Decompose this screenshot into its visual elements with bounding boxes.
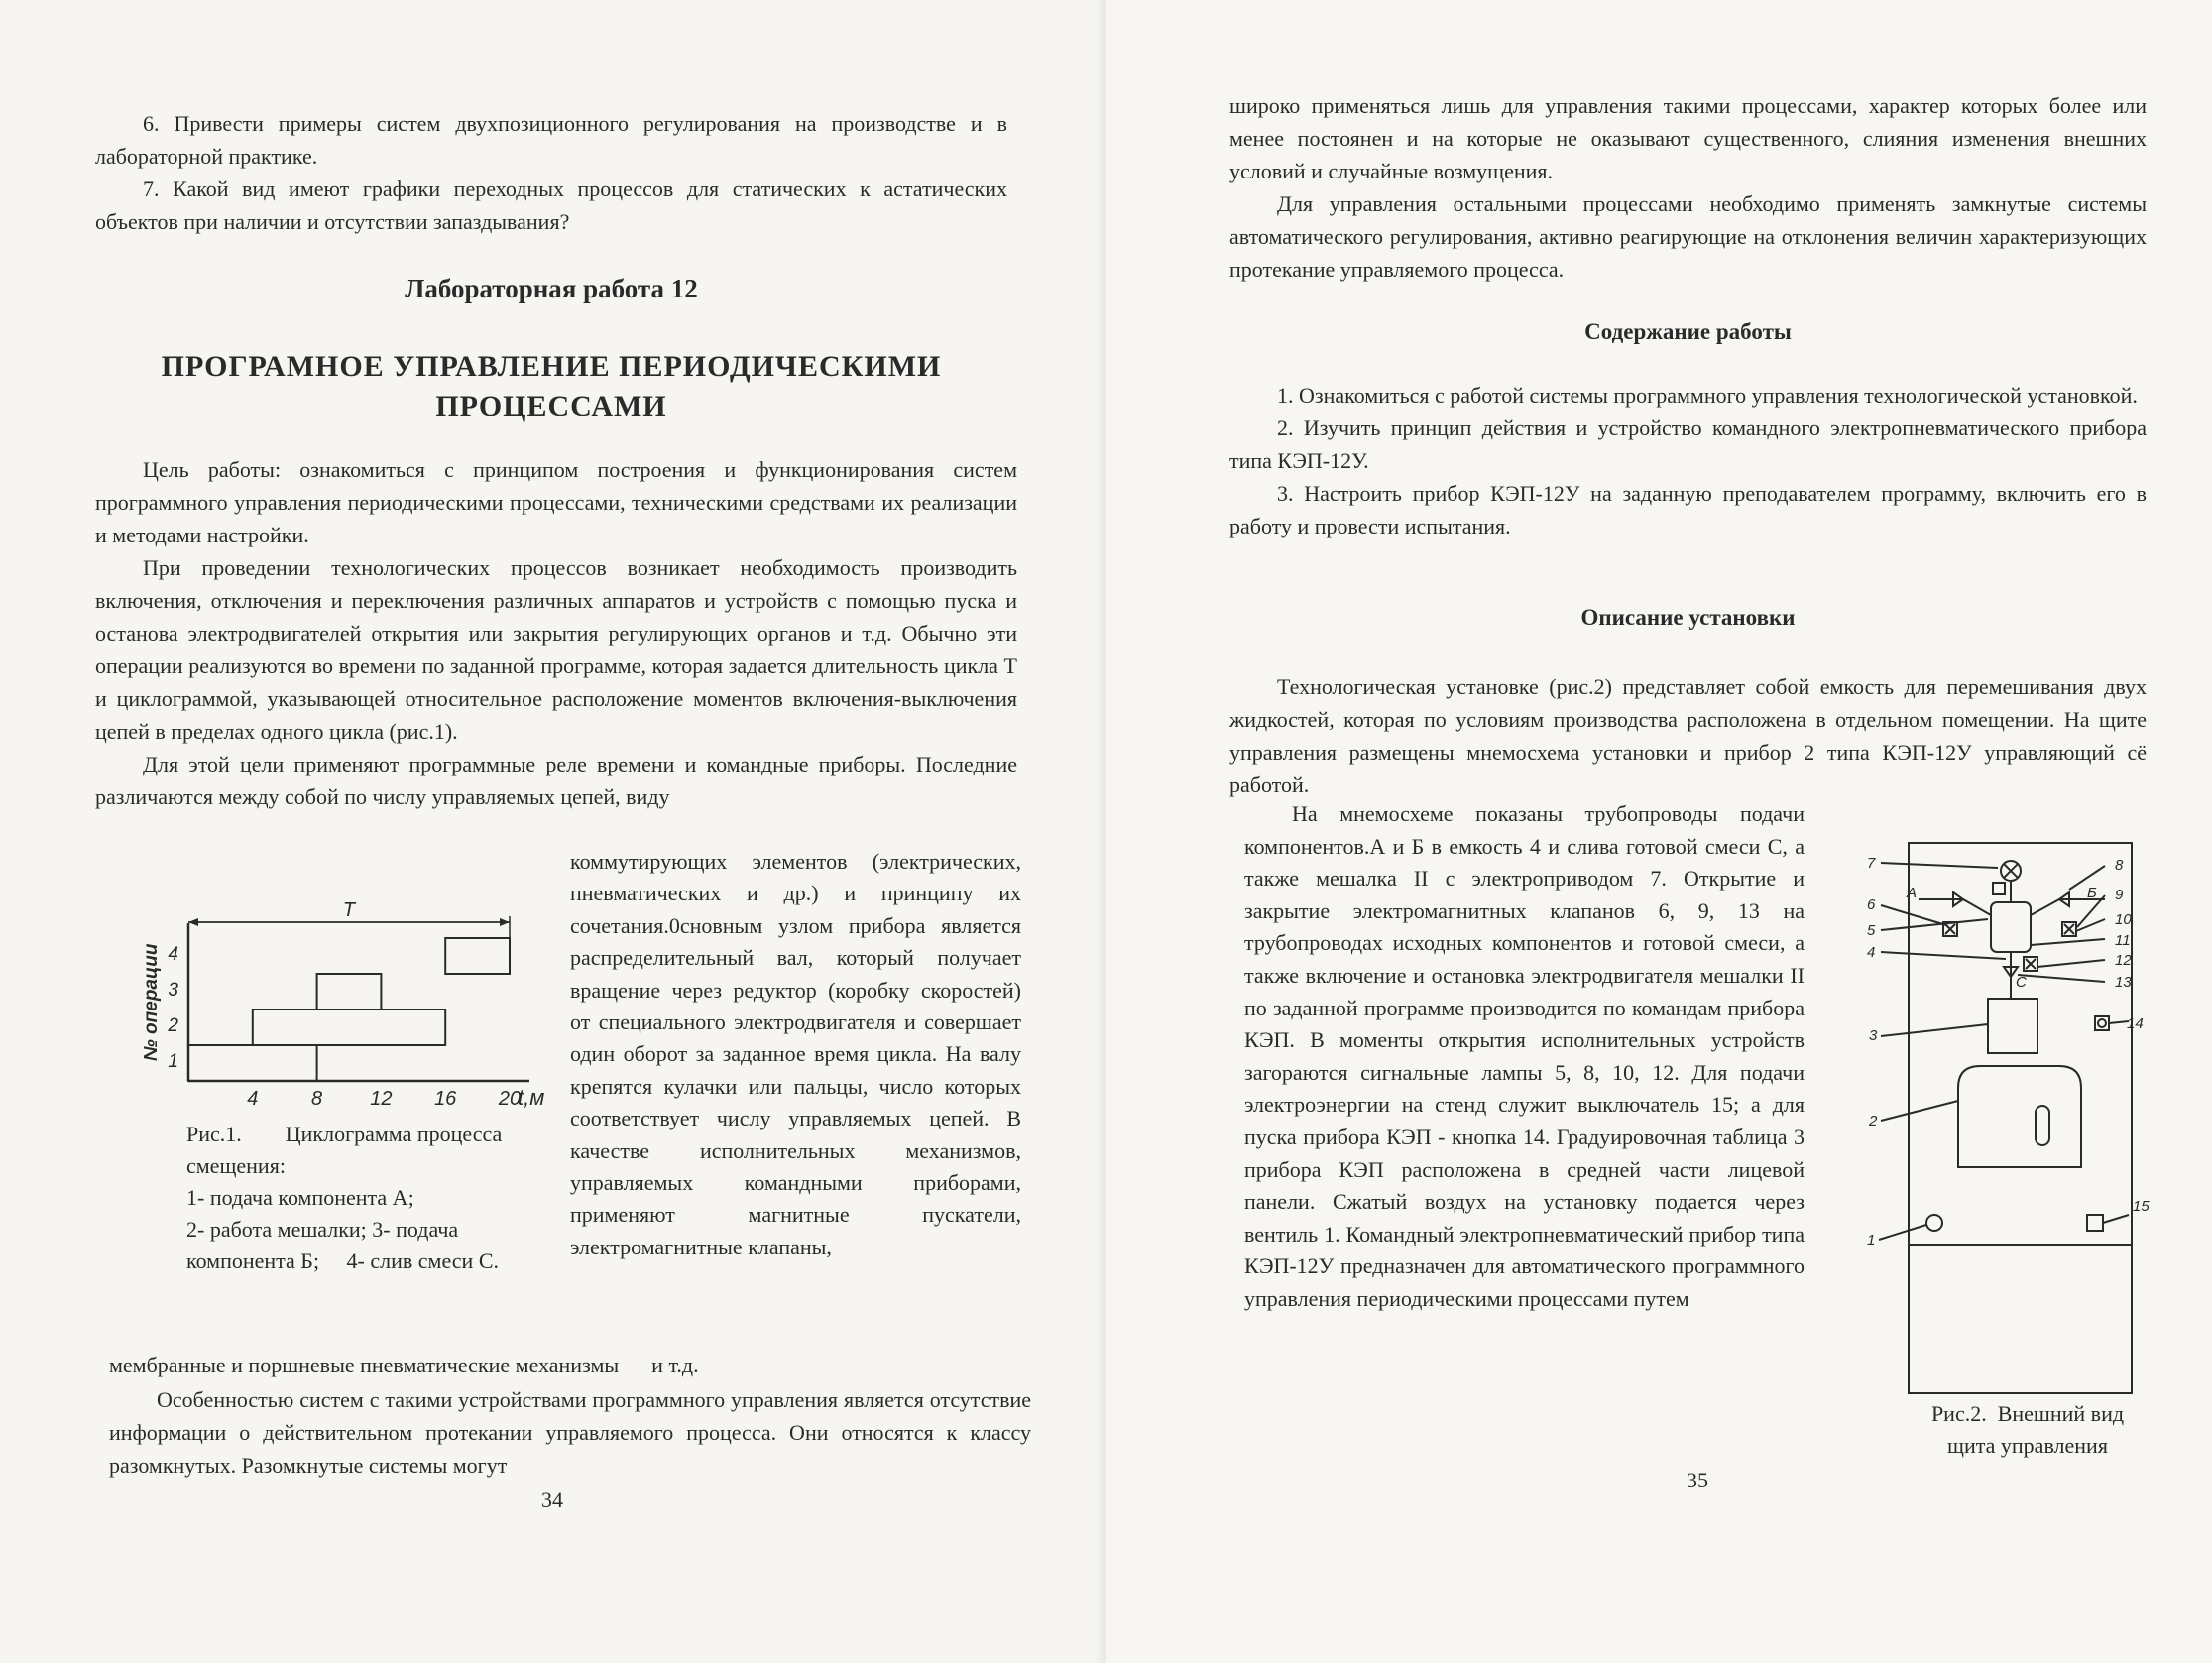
calibration-table-3: [1988, 999, 2037, 1053]
y-tick-label-3: 3: [168, 980, 178, 1001]
panel-outline: [1909, 843, 2132, 1393]
fig2-label-А: А: [1907, 885, 1918, 901]
task-2: 2. Изучить принцип действия и устройство командного электропневматического прибора типа КЭП-12У.: [1229, 416, 2147, 473]
y-axis-label: № операции: [141, 943, 162, 1061]
operation-bar-4: [445, 938, 510, 974]
x-tick-label-12: 12: [370, 1088, 393, 1110]
fig2-label-С: С: [2016, 974, 2027, 991]
period-arrow-head-right: [500, 918, 510, 926]
y-tick-label-1: 1: [168, 1051, 178, 1072]
kep-device-2: [1958, 1066, 2081, 1167]
fig2-label-1: 1: [1867, 1232, 1876, 1248]
fig1-caption-item-2: 2- работа мешалки; 3- подача компонента Б; 4- слив смеси С.: [186, 1217, 499, 1273]
lab-title: Лабораторная работа 12: [405, 274, 698, 303]
fig2-label-13: 13: [2115, 974, 2132, 991]
fig1-caption-item-1: 1- подача компонента А;: [186, 1185, 414, 1210]
x-tick-label-20: 20: [498, 1088, 522, 1110]
control-panel-figure: [1839, 828, 2150, 1403]
fig2-label-4: 4: [1867, 944, 1876, 961]
paragraph-2-full: Для этой цели применяют программные реле времени и командные приборы. Последние различаются между собой по числу управляемых цепей, виду: [95, 752, 1017, 809]
paragraph-2-end: мембранные и поршневые пневматические механизмы и т.д.: [109, 1353, 699, 1377]
fig2-label-12: 12: [2115, 952, 2132, 969]
tasks-list: [1229, 379, 2147, 542]
fig2-label-3: 3: [1869, 1027, 1878, 1044]
operation-bar-1: [188, 1045, 317, 1081]
right-paragraph-1: широко применяться лишь для управления такими процессами, характер которых более или менее постоянен и на которые не оказывают существенного, слияния изменения внешних условий и случайные возмущения.: [1229, 93, 2147, 183]
task-3: 3. Настроить прибор КЭП-12У на заданную преподавателем программу, включить его в работу и провести испытания.: [1229, 481, 2147, 538]
operation-bar-2: [253, 1010, 445, 1045]
fig1-caption: [186, 1119, 524, 1277]
tank-4: [1991, 902, 2031, 952]
x-tick-label-4: 4: [247, 1088, 259, 1110]
fig2-label-14: 14: [2127, 1015, 2144, 1032]
fig2-caption: [1879, 1398, 2176, 1462]
fig2-label-10: 10: [2115, 911, 2132, 928]
question-6: 6. Привести примеры систем двухпозиционного регулирования на производстве и в лабораторной практике.: [95, 111, 1007, 169]
cyclogram-chart: [141, 899, 544, 1110]
right-page: [1106, 0, 2212, 1663]
page-number-left: 34: [541, 1487, 563, 1512]
air-valve-1: [1926, 1215, 1942, 1231]
section-setup-title: Описание установки: [1580, 605, 1796, 630]
setup-description-2: На мнемосхеме показаны трубопроводы подачи компонентов.А и Б в емкость 4 и слива готовой смеси С, а также мешалка II с электроприводом 7. Открытие и закрытие электромагнитных клапанов 6, 9, 13 на трубопроводах исходных компонентов и готовой смеси, а также включение и остановка электродвигателя мешалки II по заданной программе производится по командам прибора КЭП. В моменты открытия исполнительных устройств загораются сигнальные лампы 5, 8, 10, 12. Для подачи электроэнергии на стенд служит выключатель 15; а для пуска прибора КЭП - кнопка 14. Градуировочная таблица 3 прибора КЭП расположена в средней части лицевой панели. Сжатый воздух на установку подается через вентиль 1. Командный электропневматический прибор типа КЭП-12У предназначен для автоматического программного управления периодическими процессами путем: [1244, 801, 1805, 1311]
paragraph-3: Особенностью систем с такими устройствами программного управления является отсутствие информации о действительном протекании управляемого процесса. Они относятся к классу разомкнутых. Разомкнутые системы могут: [109, 1387, 1031, 1478]
fig2-caption-line1: Рис.2. Внешний вид: [1930, 1401, 2125, 1426]
setup-description-1: Технологическая установке (рис.2) представляет собой емкость для перемешивания двух жидкостей, которая по условиям производства расположена в отдельном помещении. На щите управления размещены мнемосхема установки и прибор 2 типа КЭП-12У управляющий сё работой.: [1229, 674, 2147, 797]
fig2-caption-line2: щита управления: [1947, 1433, 2108, 1458]
fig2-label-11: 11: [2115, 932, 2131, 949]
period-label: T: [342, 899, 356, 921]
fig2-label-7: 7: [1867, 855, 1876, 872]
fig2-label-8: 8: [2115, 857, 2124, 874]
fig2-label-9: 9: [2115, 887, 2124, 903]
main-title-line2: ПРОЦЕССАМИ: [435, 390, 667, 422]
lamp-9: [1993, 883, 2005, 894]
goal-and-para1: [95, 453, 1017, 813]
fig2-label-6: 6: [1867, 896, 1876, 913]
right-intro: [1229, 89, 2147, 286]
pipe-a: [1919, 899, 1991, 915]
goal-paragraph: Цель работы: ознакомиться с принципом построения и функционирования систем программного управления периодическими процессами, техническими средствами их реализации и методами настройки.: [95, 457, 1017, 547]
paragraph-2-side: коммутирующих элементов (электрических, пневматических и др.) и принципу их сочетания.0сновным узлом прибора является распределительный вал, который получает вращение через редуктор (коробку скоростей) от специального электродвигателя и совершает один оборот за заданное время цикла. На валу крепятся кулачки или пальцы, число которых соответствует числу управляемых цепей. В качестве исполнительных механизмов, управляемых командными приборами, применяют магнитные пускатели, электромагнитные клапаны,: [570, 849, 1021, 1259]
x-axis-label: t,м: [518, 1085, 545, 1110]
section-content-title: Содержание работы: [1584, 319, 1792, 344]
cyclogram-figure: [139, 883, 545, 1121]
y-tick-label-4: 4: [168, 944, 178, 965]
power-switch-15: [2087, 1215, 2103, 1231]
right-paragraph-2: Для управления остальными процессами необходимо применять замкнутые системы автоматического регулирования, активно реагирующие на отклонения величин характеризующих протекание управляемого процесса.: [1229, 191, 2147, 282]
task-1: 1. Ознакомиться с работой системы программного управления технологической установкой.: [1277, 383, 2138, 408]
paragraph-1: При проведении технологических процессов возникает необходимость производить включения, отключения и переключения различных аппаратов и устройств с помощью пуска и останова электродвигателей открытия или закрытия регулирующих органов и т.д. Обычно эти операции реализуются во времени по заданной программе, которая задается длительность цикла Т и циклограммой, указывающей относительное расположение моментов включения-выключения цепей в пределах одного цикла (рис.1).: [95, 555, 1017, 744]
fig2-label-Б: Б: [2087, 885, 2097, 901]
page-number-right: 35: [1687, 1468, 1708, 1492]
fig2-label-15: 15: [2133, 1198, 2150, 1215]
y-tick-label-2: 2: [168, 1015, 178, 1036]
fig2-label-5: 5: [1867, 922, 1876, 939]
main-title-line1: ПРОГРАМНОЕ УПРАВЛЕНИЕ ПЕРИОДИЧЕСКИМИ: [161, 350, 942, 383]
questions: [95, 107, 1007, 238]
operation-bar-3: [317, 974, 382, 1010]
fig1-caption-title: Рис.1. Циклограмма процесса смещения:: [186, 1122, 508, 1178]
x-tick-label-16: 16: [434, 1088, 457, 1110]
question-7: 7. Какой вид имеют графики переходных процессов для статических к астатических объектов при наличии и отсутствии запаздывания?: [95, 177, 1007, 234]
fig2-label-2: 2: [1869, 1113, 1878, 1129]
x-tick-label-8: 8: [311, 1088, 323, 1110]
period-arrow-head-left: [188, 918, 198, 926]
